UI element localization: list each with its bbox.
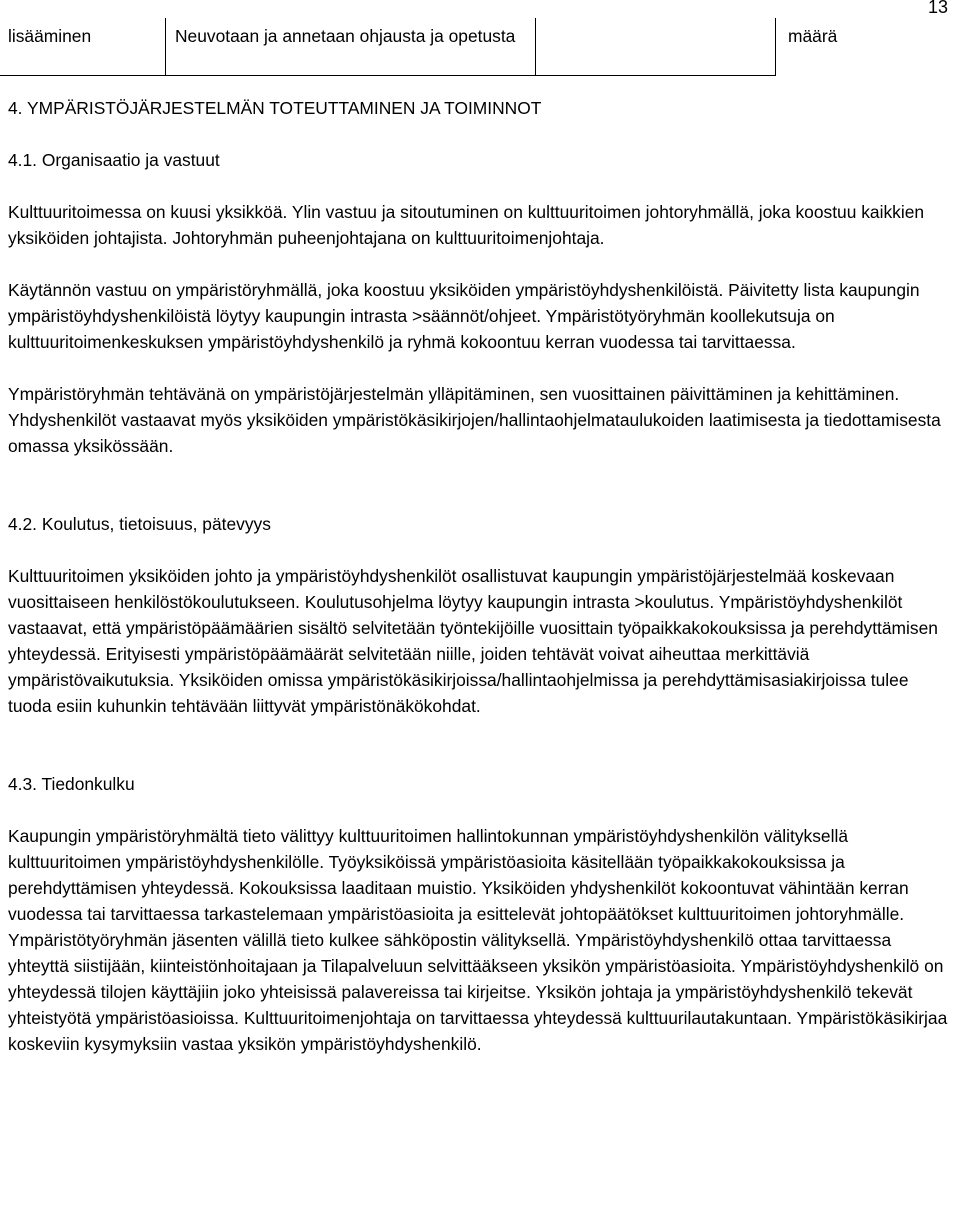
paragraph: Kulttuuritoimen yksiköiden johto ja ympäristöyhdyshenkilöt osallistuvat kaupungin ympäristöjärjestelmää koskevaan vuosittaiseen henkilöstökoulutukseen. Koulutusohjelma löytyy kaupungin intrasta >koulutus. Ympäristöyhdyshenkilöt vastaavat, että ympäristöpäämäärien sisältö selvitetään työntekijöille vuosittain työpaikkakokouksissa ja perehdyttämisen yhteydessä. Erityisesti ympäristöpäämäärät selvitetään niille, joiden tehtävät voivat aiheuttaa merkittäviä ympäristövaikutuksia. Yksiköiden omissa ympäristökäsikirjoissa/hallintaohjelmissa ja perehdyttämisasiakirjoissa tulee tuoda esiin kuhunkin tehtävään liittyvät ympäristönäkökohdat. bbox=[8, 566, 938, 716]
table-fragment bbox=[0, 18, 960, 76]
paragraph: Käytännön vastuu on ympäristöryhmällä, joka koostuu yksiköiden ympäristöyhdyshenkilöistä. Päivitetty lista kaupungin ympäristöyhdyshenkilöistä löytyy kaupungin intrasta >säännöt/ohjeet. Ympäristötyöryhmän koollekutsuja on kulttuuritoimenkeskuksen ympäristöyhdyshenkilö ja ryhmä kokoontuu kerran vuodessa tai tarvittaessa. bbox=[8, 280, 920, 352]
paragraph: Ympäristöryhmän tehtävänä on ympäristöjärjestelmän ylläpitäminen, sen vuosittainen päivittäminen ja kehittäminen. Yhdyshenkilöt vastaavat myös yksiköiden ympäristökäsikirjojen/hallintaohjelmataulukoiden laatimisesta ja tiedottamisesta omassa yksikössään. bbox=[8, 384, 941, 456]
section-heading-4-2: 4.2. Koulutus, tietoisuus, pätevyys bbox=[8, 514, 271, 534]
table-divider bbox=[535, 18, 536, 76]
paragraph: Kulttuuritoimessa on kuusi yksikköä. Ylin vastuu ja sitoutuminen on kulttuuritoimen johtoryhmällä, joka koostuu kaikkien yksiköiden johtajista. Johtoryhmän puheenjohtajana on kulttuuritoimenjohtaja. bbox=[8, 202, 925, 248]
page-number: 13 bbox=[927, 0, 948, 17]
table-cell-col2: Neuvotaan ja annetaan ohjausta ja opetusta bbox=[175, 26, 516, 46]
document-body bbox=[8, 95, 948, 1057]
section-heading-4-1: 4.1. Organisaatio ja vastuut bbox=[8, 150, 220, 170]
section-heading-4-3: 4.3. Tiedonkulku bbox=[8, 774, 135, 794]
section-heading-4: 4. YMPÄRISTÖJÄRJESTELMÄN TOTEUTTAMINEN JA TOIMINNOT bbox=[8, 98, 542, 118]
paragraph: Kaupungin ympäristöryhmältä tieto välittyy kulttuuritoimen hallintokunnan ympäristöyhdyshenkilön välityksellä kulttuuritoimen ympäristöyhdyshenkilölle. Työyksiköissä ympäristöasioita käsitellään työpaikkakokouksissa ja perehdyttämisen yhteydessä. Kokouksissa laaditaan muistio. Yksiköiden yhdyshenkilöt kokoontuvat vähintään kerran vuodessa tai tarvittaessa tarkastelemaan ympäristöasioita ja esittelevät johtopäätökset kulttuuritoimen johtoryhmälle. Ympäristötyöryhmän jäsenten välillä tieto kulkee sähköpostin välityksellä. Ympäristöyhdyshenkilö ottaa tarvittaessa yhteyttä siistijään, kiinteistönhoitajaan ja Tilapalveluun selvittääkseen yksikön ympäristöasioita. Ympäristöyhdyshenkilö on yhteydessä tilojen käyttäjiin joko yhteisissä palavereissa tai kirjeitse. Yksikön johtaja ja ympäristöyhdyshenkilö tekevät yhteistyötä ympäristöasioissa. Kulttuuritoimenjohtaja on tarvittaessa yhteydessä kulttuurilautakuntaan. Ympäristökäsikirjaa koskeviin kysymyksiin vastaa yksikön ympäristöyhdyshenkilö. bbox=[8, 826, 948, 1054]
table-divider bbox=[165, 18, 166, 76]
table-cell-col1: lisääminen bbox=[8, 26, 92, 46]
table-cell-col3: määrä bbox=[788, 26, 838, 46]
table-divider bbox=[775, 18, 776, 76]
table-bottom-border bbox=[0, 75, 776, 76]
